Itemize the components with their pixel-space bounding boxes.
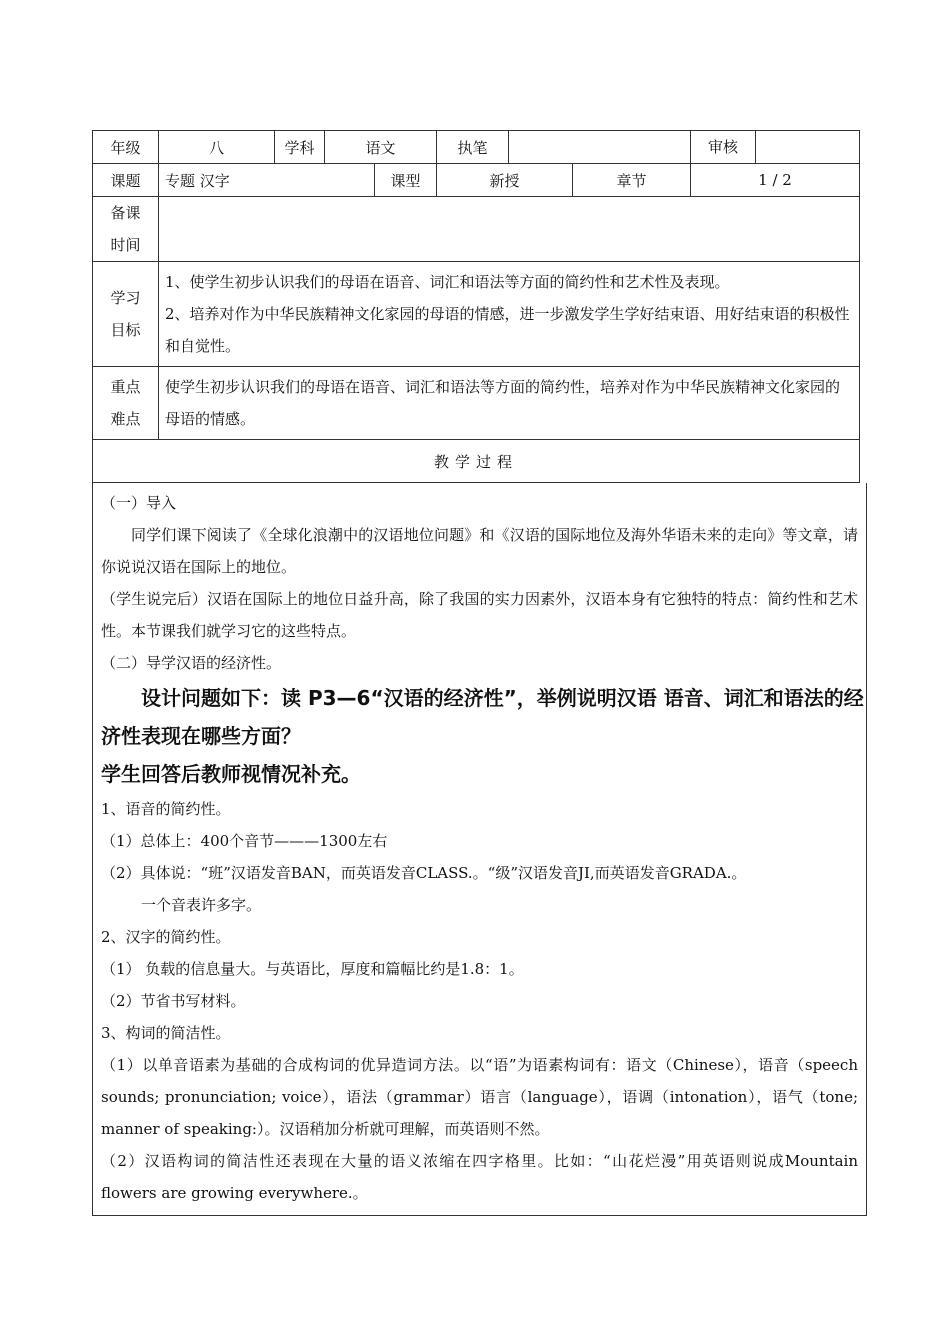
goal-label-line2: 目标 (110, 321, 141, 339)
point-2: 2、汉字的简约性。 (101, 928, 231, 946)
lesson-plan (92, 130, 864, 1216)
prep-time-label (93, 197, 159, 262)
key-label-line2: 难点 (110, 410, 141, 428)
review-label: 审核 (691, 131, 756, 163)
review-cell (691, 131, 860, 164)
section-economy: （二）导学汉语的经济性。 (101, 654, 282, 672)
design-question: 设计问题如下：读 P3—6“汉语的经济性”，举例说明汉语 语音、词汇和语法的经济性表现在哪些方面？ (101, 686, 864, 748)
topic-label: 课题 (93, 164, 159, 197)
point-3: 3、构词的简洁性。 (101, 1024, 231, 1042)
teacher-note: 学生回答后教师视情况补充。 (101, 762, 361, 786)
point-1: 1、语音的简约性。 (101, 800, 231, 818)
goal-item-1: 1、使学生初步认识我们的母语在语音、词汇和语法等方面的简约性和艺术性及表现。 (165, 273, 730, 291)
writer-value (509, 131, 691, 164)
point-2-1: （1） 负载的信息量大。与英语比，厚度和篇幅比约是1.8：1。 (101, 960, 524, 978)
prep-label-line1: 备课 (110, 204, 141, 222)
subject-label: 学科 (275, 131, 325, 164)
grade-label: 年级 (93, 131, 159, 164)
key-content: 使学生初步认识我们的母语在语音、词汇和语法等方面的简约性，培养对作为中华民族精神文化家园的母语的情感。 (159, 367, 860, 440)
key-label-line1: 重点 (110, 378, 141, 396)
subject-value: 语文 (325, 131, 437, 164)
prep-time-value (159, 197, 860, 262)
goal-label (93, 262, 159, 367)
intro-answer: （学生说完后）汉语在国际上的地位日益升高，除了我国的实力因素外，汉语本身有它独特的特点：简约性和艺术性。本节课我们就学习它的这些特点。 (101, 590, 858, 640)
process-title: 教学过程 (93, 440, 860, 483)
key-label (93, 367, 159, 440)
intro-paragraph: 同学们课下阅读了《全球化浪潮中的汉语地位问题》和《汉语的国际地位及海外华语未来的走向》等文章，请你说说汉语在国际上的地位。 (101, 526, 858, 576)
topic-value: 专题 汉字 (159, 164, 375, 197)
goal-item-2: 2、培养对作为中华民族精神文化家园的母语的情感，进一步激发学生学好结束语、用好结束语的积极性和自觉性。 (165, 305, 850, 355)
chapter-value: 1 / 2 (691, 164, 860, 197)
point-1-3: 一个音表许多字。 (141, 896, 262, 914)
point-1-2: （2）具体说：“班”汉语发音BAN，而英语发音CLASS.。“级”汉语发音JI,而英语发音GRADA.。 (101, 864, 747, 882)
chapter-label: 章节 (573, 164, 691, 197)
point-2-2: （2）节省书写材料。 (101, 992, 246, 1010)
type-value: 新授 (437, 164, 573, 197)
point-3-1: （1）以单音语素为基础的合成构词的优异造词方法。以“语”为语素构词有：语文（Chinese），语音（speech sounds; pronunciation; voice），语法（grammar）语言（language），语调（intonation），语气（tone; manner of speaking:）。汉语稍加分析就可理解，而英语则不然。 (101, 1056, 858, 1138)
prep-label-line2: 时间 (110, 236, 141, 254)
goal-label-line1: 学习 (110, 289, 141, 307)
goal-content (159, 262, 860, 367)
writer-label: 执笔 (437, 131, 509, 164)
type-label: 课型 (375, 164, 437, 197)
point-3-2: （2）汉语构词的简洁性还表现在大量的语义浓缩在四字格里。比如：“山花烂漫”用英语则说成Mountain flowers are growing everywhere.。 (101, 1152, 858, 1202)
header-table (92, 130, 860, 483)
section-intro: （一）导入 (101, 494, 177, 512)
grade-value: 八 (159, 131, 275, 164)
teaching-process (92, 483, 867, 1216)
point-1-1: （1）总体上：400个音节———1300左右 (101, 832, 388, 850)
